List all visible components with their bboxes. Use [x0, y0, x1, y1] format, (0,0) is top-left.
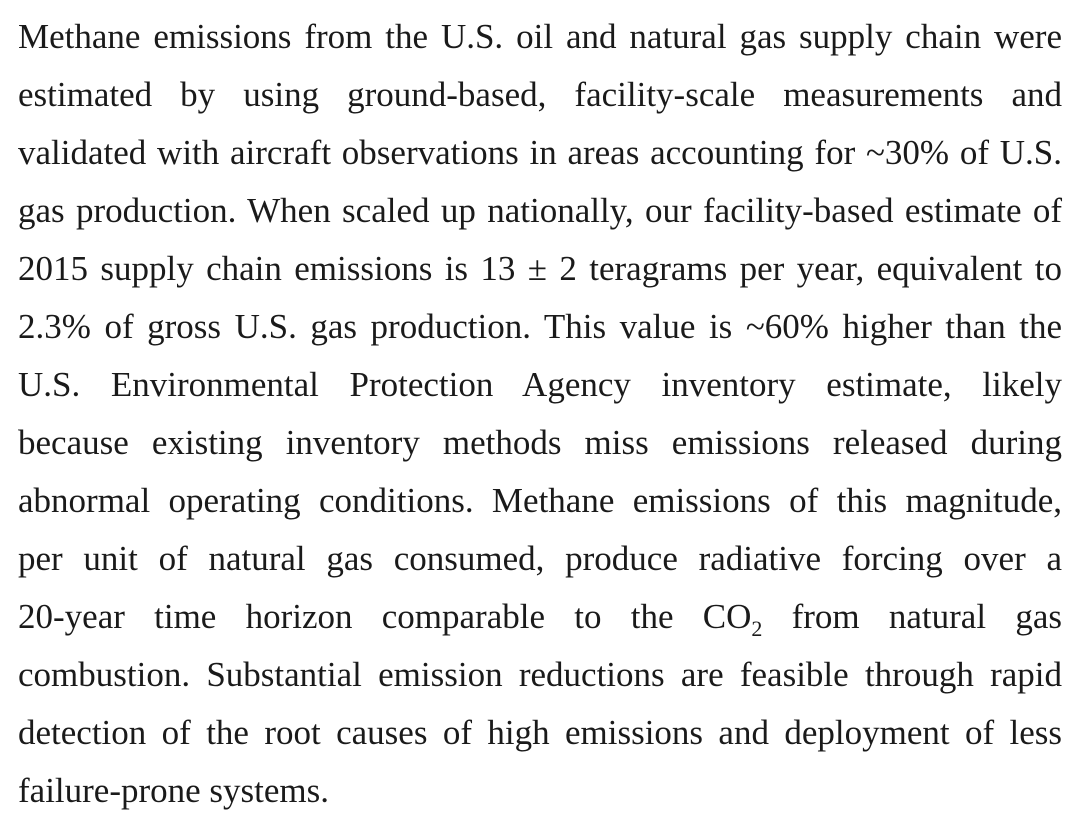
abstract-paragraph — [18, 8, 1062, 820]
text-line: combustion. Substantial emission reductions are feasible through rapid — [18, 655, 1062, 694]
text-line: detection of the root causes of high emissions and deployment of less — [18, 713, 1062, 752]
text-line: 2.3% of gross U.S. gas production. This value is ~60% higher than the — [18, 307, 1062, 346]
text-line: abnormal operating conditions. Methane emissions of this magnitude, — [18, 481, 1062, 520]
text-line: 2015 supply chain emissions is 13 ± 2 teragrams per year, equivalent to — [18, 249, 1062, 288]
subscript-2: 2 — [751, 616, 763, 641]
text-line-co2 — [18, 588, 1062, 646]
text-line: validated with aircraft observations in areas accounting for ~30% of U.S. — [18, 133, 1062, 172]
text-line-last: failure-prone systems. — [18, 771, 330, 810]
text-line: per unit of natural gas consumed, produce radiative forcing over a — [18, 539, 1062, 578]
text-line: because existing inventory methods miss emissions released during — [18, 423, 1062, 462]
text-line: Methane emissions from the U.S. oil and natural gas supply chain were — [18, 17, 1062, 56]
text-line: gas production. When scaled up nationally, our facility-based estimate of — [18, 191, 1062, 230]
text-segment: from natural gas — [762, 597, 1062, 636]
text-line: U.S. Environmental Protection Agency inventory estimate, likely — [18, 365, 1062, 404]
text-segment: 20-year time horizon comparable to the CO — [18, 597, 752, 636]
text-line: estimated by using ground-based, facility-scale measurements and — [18, 75, 1062, 114]
